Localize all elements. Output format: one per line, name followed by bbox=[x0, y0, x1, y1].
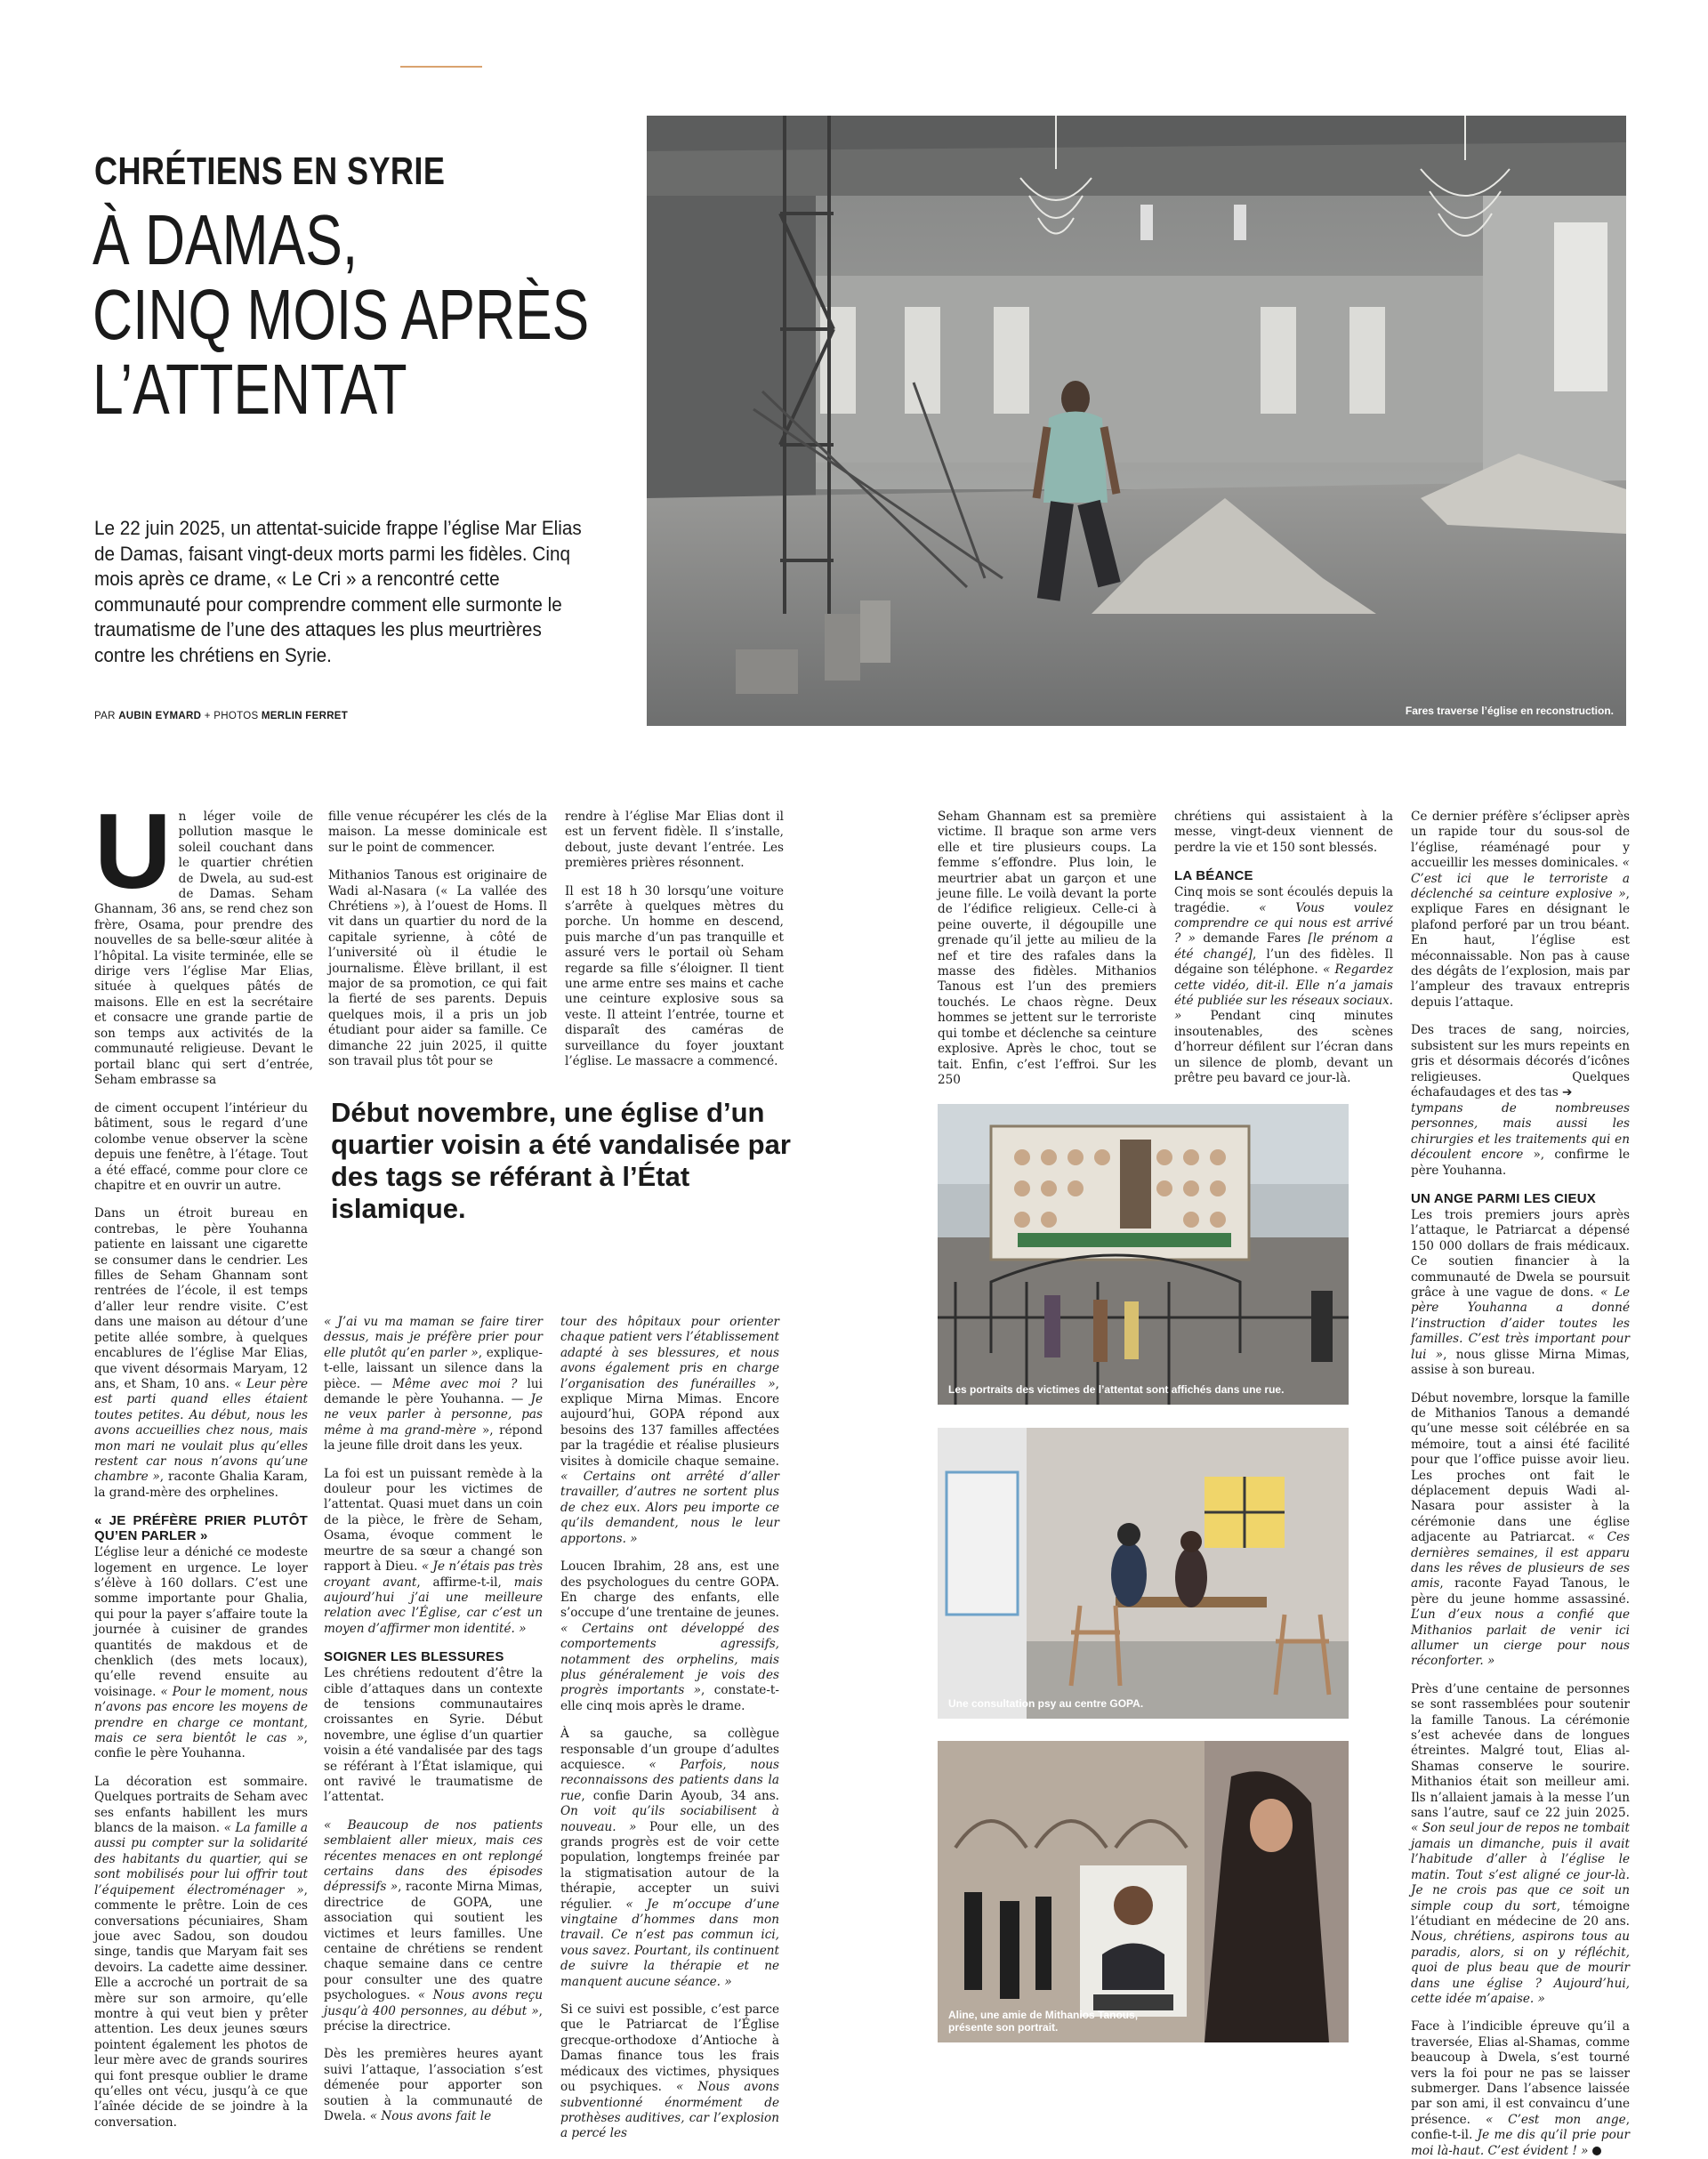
subhead-priere: « JE PRÉFÈRE PRIER PLUTÔT QU’EN PARLER » bbox=[94, 1513, 308, 1544]
top-col-4 bbox=[938, 810, 1156, 1088]
paragraph: chrétiens qui assistaient à la messe, vingt-deux viennent de perdre la vie et 150 sont blessés. bbox=[1174, 810, 1393, 855]
top-accent-line bbox=[400, 66, 482, 68]
pull-quote: Début novembre, une église d’un quartier voisin a été vandalisée par des tags se référant à l’État islamique. bbox=[331, 1097, 791, 1224]
paragraph: Début novembre, lorsque la famille de Mithanios Tanous a demandé qu’une messe soit célébrée en sa mémoire, tout a ainsi été facilité pour que l’office puisse avoir lieu. Les proches ont fait le déplacement depuis Wadi al-Nasara pour assister à la cérémonie dans une église adjacente au Patriarcat. « Ces dernières semaines, il est apparu dans les rêves de plusieurs de ses amis, raconte Fayad Tanous, le père du jeune homme assassiné. L’un d’eux nous a confié que Mithanios parlait de venir ici allumer un cierge pour nous réconforter. » bbox=[1411, 1390, 1631, 1669]
paragraph: Dès les premières heures ayant suivi l’attaque, l’association s’est démenée pour apporter son soutien à la communauté de Dwela. « Nous avons fait le bbox=[324, 2047, 543, 2124]
paragraph: de ciment occupent l’intérieur du bâtiment, sous le regard d’une colombe venue observer la scène depuis une fenêtre, à l’étage. Tout a été effacé, comme pour clore ce chapitre et en ouvrir un autre. bbox=[94, 1101, 308, 1194]
paragraph: La décoration est sommaire. Quelques portraits de Seham avec ses enfants habillent les murs blancs de la maison. « La famille a aussi pu compter sur la solidarité des habitants du quartier, qui se sont mobilisés pour lui offrir tout l’équipement électroménager », commente le prêtre. Loin de ces conversations pécuniaires, Sham joue avec Sadou, son doudou singe, tandis que Maryam fait ses devoirs. La cadette aime dessiner. Elle a accroché un portrait de sa mère sur son armoire, qu’elle montre à qui veut bien y prêter attention. Les deux jeunes sœurs pointent également les photos de leur mère avec de grands sourires qui font presque oublier le drame qu’elles ont vécu, jusqu’à ce que l’aînée décide de se joindre à la conversation. bbox=[94, 1774, 308, 2130]
paragraph: Face à l’indicible épreuve qu’il a traversée, Elias al-Shamas, comme beaucoup à Dwela, s’est tourné vers la foi pour ne pas se laisser submerger. Dans l’absence laissée par son ami, il est convaincu d’une présence. « C’est mon ange, confie-t-il. Je me dis qu’il prie pour moi là-haut. C’est évident ! » bbox=[1411, 2019, 1631, 2158]
subhead-blessures: SOIGNER LES BLESSURES bbox=[324, 1649, 504, 1665]
photographer-name: MERLIN FERRET bbox=[261, 711, 349, 721]
paragraph: Ce dernier préfère s’éclipser après un rapide tour du sous-sol de l’église, réaménagé pour y accueillir les messes dominicales. « C’est ici que le terroriste a déclenché sa ceinture explosive », explique Fares en désignant le plafond perforé par un trou béant. En haut, l’église est méconnaissable. Non pas à cause des dégâts de l’explosion, mais par l’ampleur des travaux entrepris depuis l’attaque. bbox=[1411, 810, 1630, 1010]
bottom-col-2 bbox=[324, 1315, 543, 2125]
paragraph: rendre à l’église Mar Elias dont il est un fervent fidèle. Il s’installe, debout, juste devant l’entrée. Les premières prières résonnent. bbox=[565, 810, 784, 871]
paragraph: Loucen Ibrahim, 28 ans, est une des psychologues du centre GOPA. En charge des enfants, elle s’occupe d’une trentaine de jeunes. « Certains ont développé des comportements agressifs, notamment des orphelins, mais plus généralement je vois des progrès importants », constate-t-elle cinq mois après le drame. bbox=[560, 1559, 779, 1713]
byline-prefix: PAR bbox=[94, 711, 116, 721]
paragraph: Mithanios Tanous est originaire de Wadi al-Nasara (« La vallée des Chrétiens »), à l’ouest de Homs. Il vit dans un quartier du nord de la capitale syrienne, à côté de l’université où il étudie le journalisme. Élève brillant, il est major de sa promotion, ce qui fait la fierté de ses parents. Depuis quelques mois, il a pris un job étudiant pour aider sa famille. Ce dimanche 22 juin 2025, il quitte son travail plus tôt pour se bbox=[328, 868, 547, 1069]
bottom-col-3 bbox=[560, 1315, 779, 2142]
subhead-ange: UN ANGE PARMI LES CIEUX bbox=[1411, 1191, 1596, 1207]
top-col-1 bbox=[94, 792, 313, 1088]
paragraph: Les trois premiers jours après l’attaque, le Patriarcat a dépensé 150 000 dollars de frais médicaux. Ce soutien financier à la communauté de Dwela se poursuit grâce à une vague de dons. « Le père Youhanna a donné l’instruction d’aider toutes les familles. C’est très important pour lui », nous glisse Mirna Mimas, assise à son bureau. bbox=[1411, 1208, 1630, 1378]
headline-line-2: CINQ MOIS APRÈS bbox=[93, 275, 590, 354]
top-col-3 bbox=[565, 810, 784, 1070]
portrait-photo-caption bbox=[948, 2009, 1138, 2034]
paragraph: Des traces de sang, noircies, subsistent sur les murs repeints en gris et désormais décorés d’icônes religieuses. Quelques échafaudages et des tas ➔ bbox=[1411, 1023, 1630, 1100]
bottom-col-1 bbox=[94, 1101, 308, 2131]
paragraph: Un léger voile de pollution masque le soleil couchant dans le quartier chrétien de Dwela, au sud-est de Damas. Seham Ghannam, 36 ans, se rend chez son frère, Osama, pour prendre des nouvelles de sa belle-sœur alitée à l’hôpital. La visite terminée, elle se dirige vers l’église Mar Elias, située à quelques pâtés de maisons. Elle en est la secrétaire et consacre une grande partie de son temps aux activités de la communauté religieuse. Devant le portail blanc qui sert d’entrée, Seham embrasse sa bbox=[94, 792, 313, 1087]
byline-separator: + PHOTOS bbox=[204, 711, 259, 721]
paragraph: Les chrétiens redoutent d’être la cible d’attaques dans un contexte de tensions communautaires croissantes en Syrie. Début novembre, une église d’un quartier voisin a été vandalisée par des tags se référant à l’État islamique, qui ont ravivé le traumatisme de l’attentat. bbox=[324, 1666, 543, 1805]
lede: Le 22 juin 2025, un attentat-suicide frappe l’église Mar Elias de Damas, faisant vingt-deux morts parmi les fidèles. Cinq mois après ce drame, « Le Cri » a rencontré cette communauté pour comprendre comment elle surmonte le traumatisme de l’une des attaques les plus meurtrières contre les chrétiens en Syrie. bbox=[94, 517, 582, 666]
church-interior-image bbox=[647, 116, 1626, 726]
portrait-image bbox=[938, 1741, 1349, 2042]
paragraph: Il est 18 h 30 lorsqu’une voiture s’arrête à quelques mètres du porche. Un homme en descend, puis marche d’un pas tranquille et assuré vers le portail où Seham regarde sa fille s’éloigner. Il tient une arme entre ses mains et cache une ceinture explosive sous sa veste. Il atteint l’entrée, tourne et disparaît des caméras de surveillance du foyer jouxtant l’église. Le massacre a commencé. bbox=[565, 883, 784, 1069]
paragraph: Dans un étroit bureau en contrebas, le père Youhanna patiente en laissant une cigarette se consumer dans le cendrier. Les filles de Seham Ghannam sont rentrées de l’école, il est temps d’aller leur rendre visite. C’est dans une maison au détour d’une petite allée sombre, à quelques encablures de l’église Mar Elias, que vivent désormais Maryam, 12 ans, et Sham, 10 ans. « Leur père est parti quand elles étaient toutes petites. Au début, nous les avons accueillies chez nous, mais mon mari ne voulait plus qu’elles restent car nous n’avons qu’une chambre », raconte Ghalia Karam, la grand-mère des orphelines. bbox=[94, 1206, 309, 1500]
author-name: AUBIN EYMARD bbox=[118, 711, 202, 721]
paragraph: Près d’une centaine de personnes se sont rassemblées pour soutenir la famille Tanous. La cérémonie s’est achevée dans de longues étreintes. Malgré tout, Elias al-Shamas conserve le sourire. Mithanios était son meilleur ami. Ils n’allaient jamais à la messe l’un sans l’autre, sauf ce 22 juin 2025. « Son seul jour de repos ne tombait jamais un dimanche, puis il avait l’habitude d’aller à l’église le matin. Tout s’est aligné ce jour-là. Je ne crois pas que ce soit un simple coup du sort, témoigne l’étudiant en médecine de 20 ans. Nous, chrétiens, aspirons tous au paradis, alors, si on y réfléchit, quoi de plus beau que de mourir dans une église ? Aujourd’hui, cette idée m’apaise. » bbox=[1411, 1681, 1630, 2006]
headline-line-3: L’ATTENTAT bbox=[93, 350, 407, 429]
main-photo bbox=[647, 116, 1626, 726]
byline bbox=[94, 711, 348, 721]
paragraph: Si ce suivi est possible, c’est parce que le Patriarcat de l’Église grecque-orthodoxe d’Antioche à Damas finance tous les frais médicaux des victimes, physiques ou psychiques. « Nous avons subventionné énormément de prothèses auditives, car l’explosion a percé les bbox=[560, 2002, 779, 2141]
portrait-caption-line-1: Aline, une amie de Mithanios Tanous, bbox=[948, 2009, 1139, 2021]
portrait-photo bbox=[938, 1741, 1349, 2042]
end-mark-icon bbox=[1592, 2147, 1601, 2155]
street-photo-caption: Les portraits des victimes de l’attentat sont affichés dans une rue. bbox=[948, 1383, 1285, 1396]
continue-arrow-icon: ➔ bbox=[1562, 1084, 1573, 1100]
headline-line-1: À DAMAS, bbox=[93, 200, 359, 279]
top-col-6 bbox=[1411, 810, 1630, 1100]
consultation-image bbox=[938, 1428, 1349, 1719]
subhead-beance: LA BÉANCE bbox=[1174, 868, 1253, 884]
drop-cap: U bbox=[94, 792, 172, 911]
paragraph: Cinq mois se sont écoulés depuis la tragédie. « Vous voulez comprendre ce qui nous est arrivé ? » demande Fares [le prénom a été changé], l’un des fidèles. Il dégaine son téléphone. « Regardez cette vidéo, dit-il. Elle n’a jamais été publiée sur les réseaux sociaux. » Pendant cinq minutes insoutenables, des scènes d’horreur défilent sur l’écran dans un silence de plomb, devant un prêtre peu bavard ce jour-là. bbox=[1174, 885, 1393, 1086]
top-col-2 bbox=[328, 810, 547, 1070]
main-photo-caption: Fares traverse l’église en reconstruction. bbox=[1405, 705, 1614, 717]
paragraph: À sa gauche, sa collègue responsable d’un groupe d’adultes acquiesce. « Parfois, nous reconnaissons des patients dans la rue, confie Darin Ayoub, 34 ans. On voit qu’ils sociabilisent à nouveau. » Pour elle, un des grands progrès est de voir cette population, longtemps freinée par la stigmatisation autour de la thérapie, accepter un suivi régulier. « Je m’occupe d’une vingtaine d’hommes dans mon travail. Ce n’est pas commun ici, vous savez. Pourtant, ils continuent de suivre la thérapie et ne manquent aucune séance. » bbox=[560, 1727, 779, 1989]
street-portraits-image bbox=[938, 1104, 1349, 1405]
kicker: CHRÉTIENS EN SYRIE bbox=[94, 149, 446, 193]
paragraph: « J’ai vu ma maman se faire tirer dessus, mais je préfère prier pour elle plutôt qu’en parler », explique-t-elle, laissant un silence dans la pièce. — Même avec moi ? lui demande le père Youhanna. — Je ne veux parler à personne, pas même à ma grand-mère », répond la jeune fille droit dans les yeux. bbox=[324, 1315, 544, 1454]
headline bbox=[93, 200, 590, 429]
top-col-5 bbox=[1174, 810, 1393, 1087]
consultation-photo-caption: Une consultation psy au centre GOPA. bbox=[948, 1697, 1144, 1710]
bottom-col-4 bbox=[1411, 1101, 1630, 2159]
consultation-photo bbox=[938, 1428, 1349, 1719]
paragraph: « Beaucoup de nos patients semblaient aller mieux, mais ces récentes menaces en ont replongé certains dans des épisodes dépressifs », raconte Mirna Mimas, directrice de GOPA, une association qui soutient les victimes et leurs familles. Une centaine de chrétiens se rendent chaque semaine dans ce centre pour consulter une des quatre psychologues. « Nous avons reçu jusqu’à 400 personnes, au début », précise la directrice. bbox=[324, 1817, 544, 2034]
paragraph: La foi est un puissant remède à la douleur pour les victimes de l’attentat. Quasi muet dans un coin de la pièce, le frère de Seham, Osama, évoque comment le meurtre de sa sœur a changé son rapport à Dieu. « Je n’étais pas très croyant avant, affirme-t-il, mais aujourd’hui j’ai une meilleure relation avec l’Église, car c’est un moyen d’affirmer mon identité. » bbox=[324, 1466, 544, 1636]
paragraph: L’église leur a déniché ce modeste logement en urgence. Le loyer s’élève à 160 dollars. C’est une somme importante pour Ghalia, qui pour la payer s’affaire toute la journée à cuisiner de grandes quantités de makdous et de chenklich (des mets locaux), qu’elle revend ensuite au voisinage. « Pour le moment, nous n’avons pas encore les moyens de prendre en charge ce montant, mais ce sera bientôt le cas », confie le père Youhanna. bbox=[94, 1545, 308, 1761]
street-photo bbox=[938, 1104, 1349, 1405]
paragraph: tour des hôpitaux pour orienter chaque patient vers l’établissement adapté à ses blessures, et nous avons également pris en charge l’organisation des funérailles », explique Mirna Mimas. Encore aujourd’hui, GOPA répond aux besoins des 137 familles affectées par la tragédie et réalise plusieurs visites à domicile chaque semaine. « Certains ont arrêté d’aller travailler, d’autres ne sortent plus de chez eux. Alors peu importe ce qu’ils demandent, nous le leur apportons. » bbox=[560, 1315, 779, 1546]
portrait-caption-line-2: présente son portrait. bbox=[948, 2021, 1059, 2034]
paragraph: tympans de nombreuses personnes, mais aussi les chirurgies et les traitements qui en découlent encore », confirme le père Youhanna. bbox=[1411, 1101, 1630, 1178]
paragraph: fille venue récupérer les clés de la maison. La messe dominicale est sur le point de commencer. bbox=[328, 810, 547, 855]
paragraph: Seham Ghannam est sa première victime. Il braque son arme vers elle et tire plusieurs coups. La femme s’effondre. Plus loin, le meurtrier abat un garçon et une jeune fille. Le voilà devant la porte de l’édifice religieux. Celle-ci à peine ouverte, il dégoupille une grenade qu’il jette au milieu de la nef et tire des rafales dans la masse des fidèles. Mithanios Tanous est l’un des premiers touchés. Le chaos règne. Deux hommes se jettent sur le terroriste qui tombe et déclenche sa ceinture explosive. Après le choc, tout se tait. Enfin, c’est l’effroi. Sur les 250 bbox=[938, 810, 1156, 1087]
